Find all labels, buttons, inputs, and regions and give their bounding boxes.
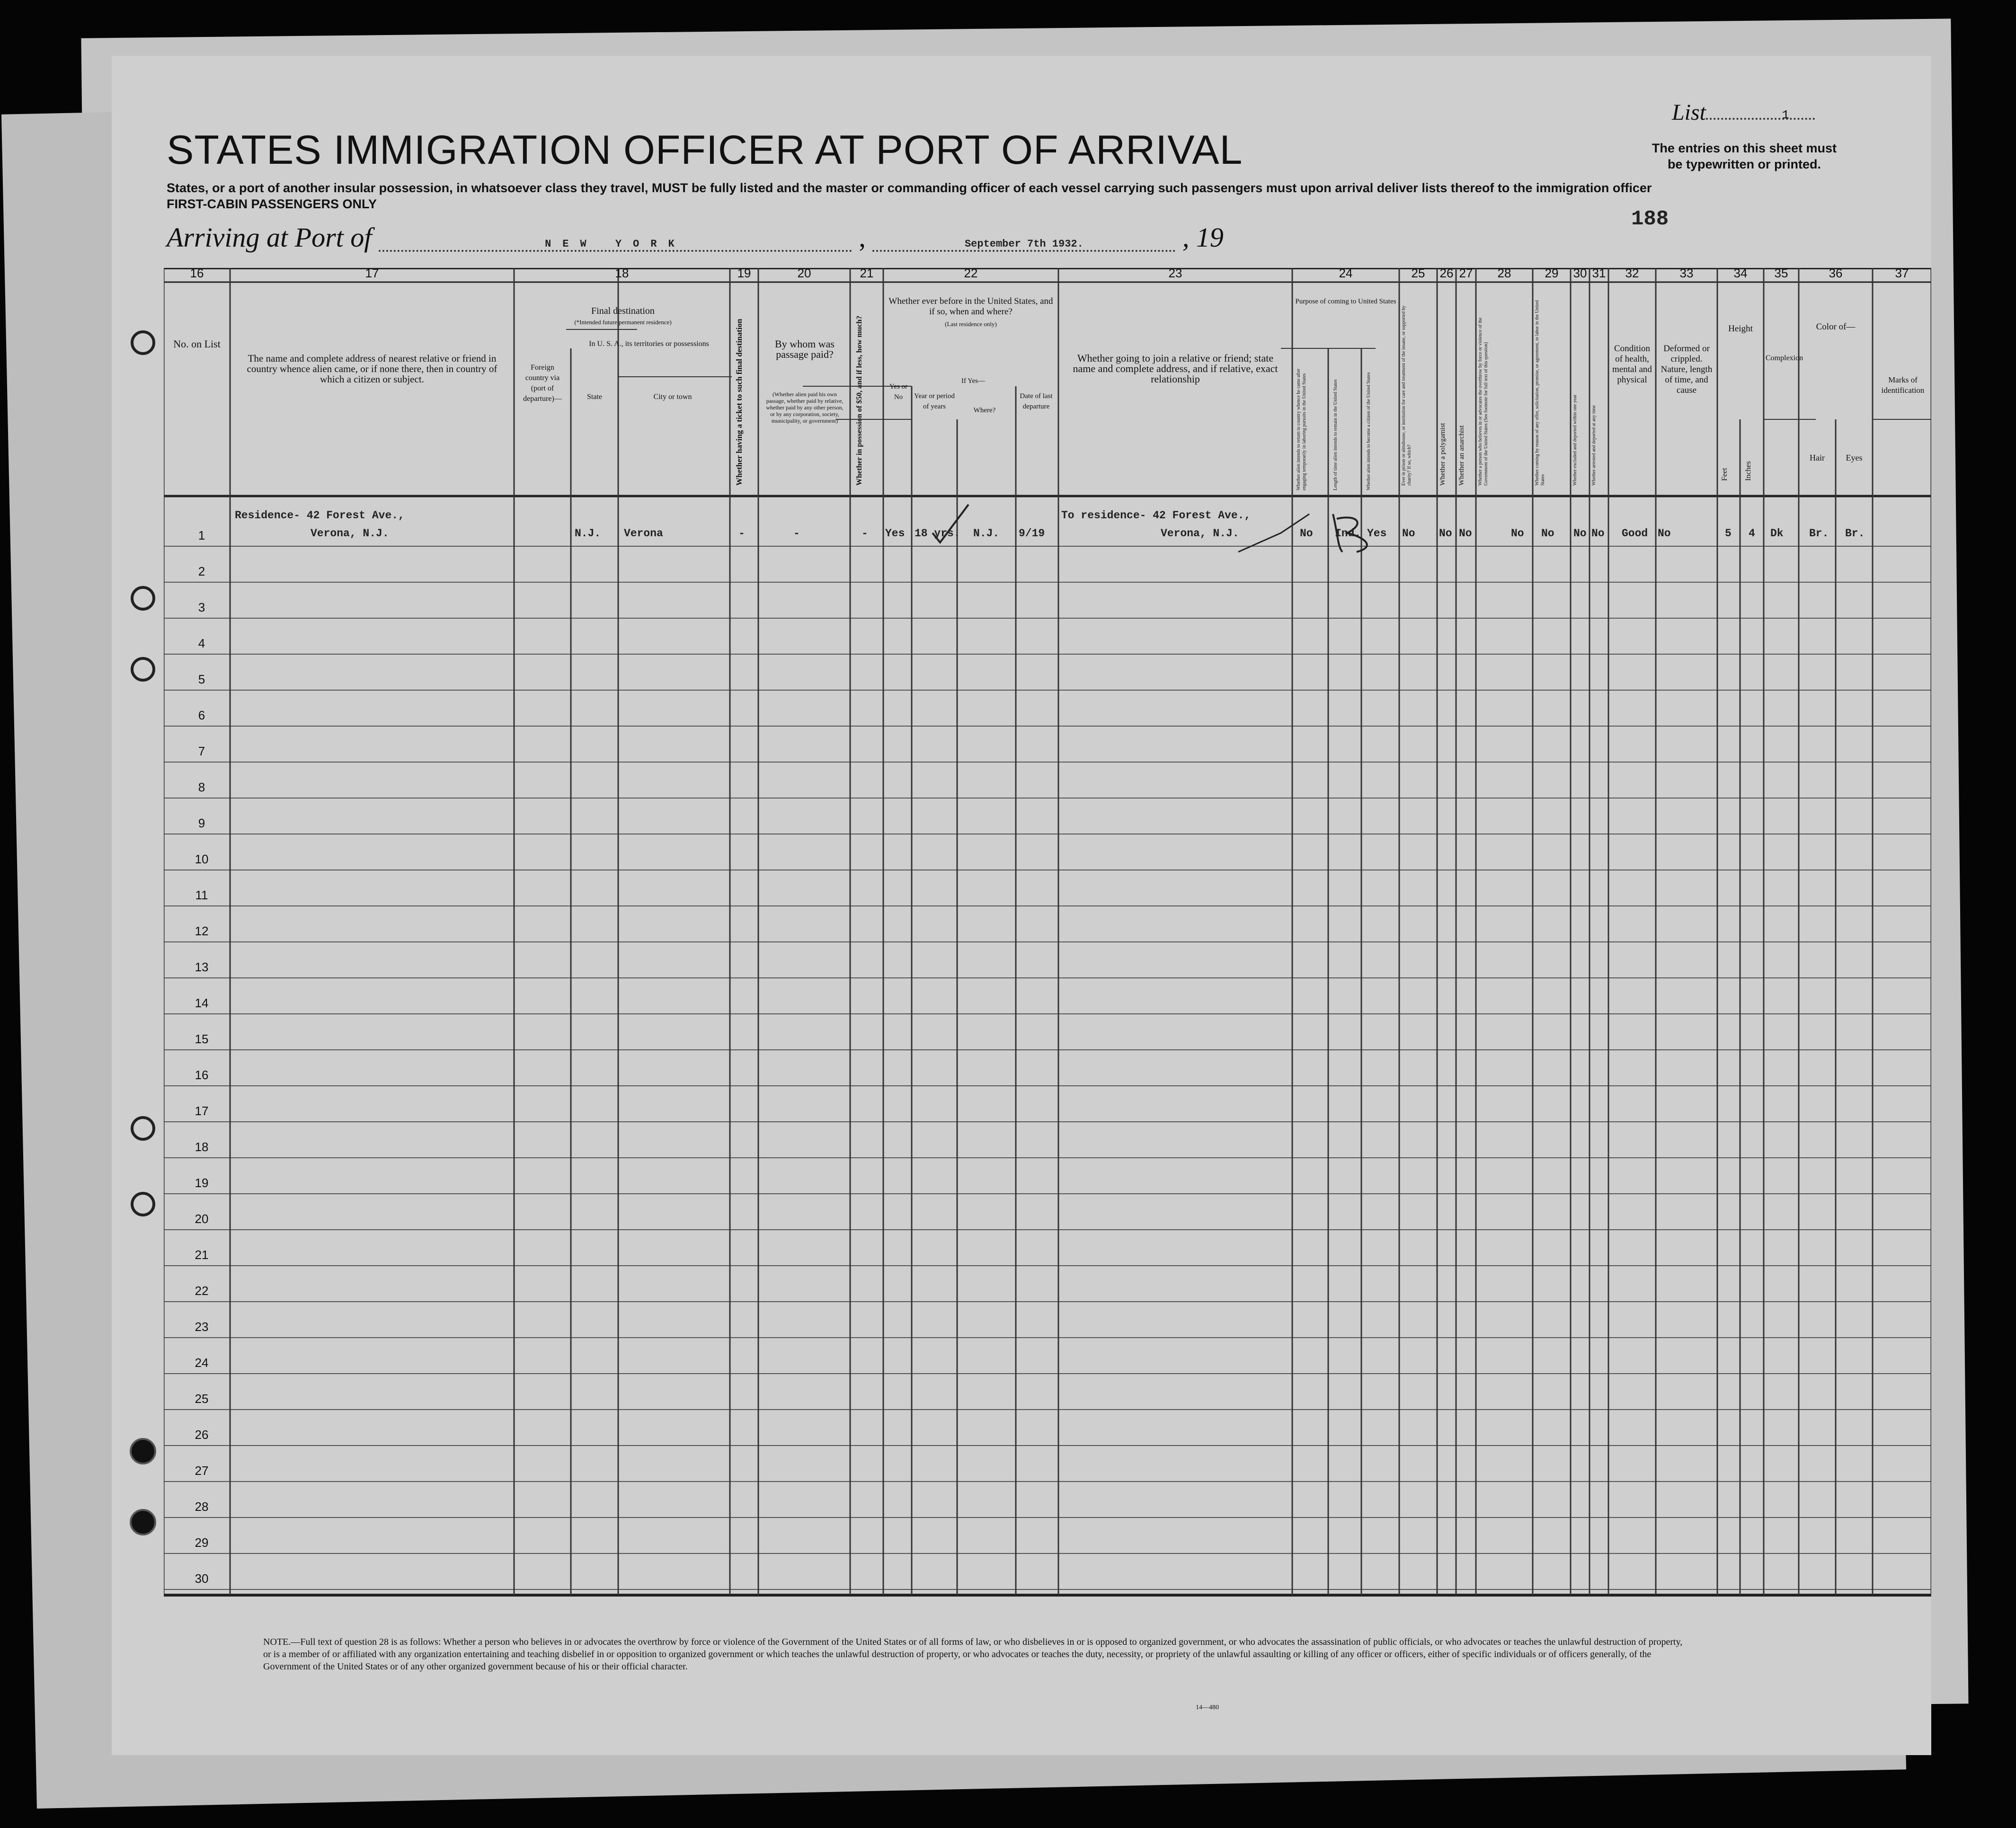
hdr-final-destination: Final destination <box>591 306 655 316</box>
row-number: 25 <box>195 1392 209 1406</box>
row-number: 30 <box>195 1571 209 1586</box>
hdr-deformed: Deformed or crippled. Nature, length of time, and cause <box>1661 344 1713 395</box>
binding-hole <box>131 586 155 611</box>
hdr-feet: Feet <box>1721 468 1729 481</box>
entry-money: - <box>861 527 868 540</box>
binding-hole <box>131 1192 155 1216</box>
handwritten-checkmarks <box>164 268 1931 647</box>
entry-departure: 9/19 <box>1019 527 1045 540</box>
date-value: September 7th 1932. <box>964 238 1083 250</box>
hdr-state: State <box>587 393 602 401</box>
hdr-color-of: Color of— <box>1816 322 1856 332</box>
page-number: 188 <box>1631 207 1669 231</box>
entry-labor: No <box>1541 527 1554 540</box>
hdr-hair: Hair <box>1810 453 1825 462</box>
col-num-17: 17 <box>365 266 379 280</box>
hdr-passage-paid-sub: (Whether alien paid his own passage, whether paid by relative, whether paid by any other person, or by any corporation, society, municipality, or government) <box>766 391 844 424</box>
list-label-text: List <box>1671 100 1706 125</box>
row-number: 3 <box>198 600 205 614</box>
hdr-date-departure: Date of last departure <box>1020 392 1053 410</box>
entry-polygamist: No <box>1439 527 1452 540</box>
entry-anarchist: No <box>1459 527 1472 540</box>
entry-overthrow: No <box>1511 527 1524 540</box>
hdr-yes-no: Yes or No <box>889 383 908 401</box>
entry-city: Verona <box>624 527 663 540</box>
entry-deformed: No <box>1658 527 1671 540</box>
entry-relative-line2: Verona, N.J. <box>311 527 389 540</box>
binding-hole-punched <box>130 1438 156 1464</box>
col-num-35: 35 <box>1774 266 1788 280</box>
row-number: 22 <box>195 1284 209 1298</box>
col-num-32: 32 <box>1625 266 1639 280</box>
list-number: 1 <box>1782 108 1789 122</box>
entry-eyes: Br. <box>1845 527 1865 540</box>
col-num-16: 16 <box>190 266 204 280</box>
hdr-inches: Inches <box>1744 461 1752 481</box>
hdr-health: Condition of health, mental and physical <box>1612 344 1652 385</box>
entry-passage-paid: - <box>793 527 800 540</box>
entry-where: N.J. <box>973 527 1000 540</box>
hdr-join-relative: Whether going to join a relative or friend; state name and complete address, and if relative, exact relationship <box>1073 352 1278 385</box>
entry-prison: No <box>1402 527 1415 540</box>
row-number: 2 <box>198 564 205 578</box>
row-number: 4 <box>198 636 205 650</box>
entry-complexion: Dk <box>1770 527 1784 540</box>
manifest-table <box>164 268 1931 1598</box>
entry-deported: No <box>1591 527 1605 540</box>
hdr-anarchist: Whether an anarchist <box>1458 425 1465 486</box>
hdr-no-on-list: No. on List <box>173 338 221 350</box>
row-number: 20 <box>195 1212 209 1226</box>
col-num-23: 23 <box>1168 266 1182 280</box>
entries-note-line2: be typewritten or printed. <box>1667 157 1821 171</box>
row-number: 12 <box>195 924 209 938</box>
row-number: 28 <box>195 1500 209 1514</box>
entries-note <box>1652 140 1837 172</box>
entries-note-line1: The entries on this sheet must <box>1652 141 1837 155</box>
row-number: 17 <box>195 1104 209 1118</box>
col-num-21: 21 <box>860 266 874 280</box>
manifest-sheet <box>112 56 1931 1755</box>
hdr-labor: Whether coming by reason of any offer, solicitation, promise, or agreement, to labor in the United States <box>1535 300 1545 486</box>
page-title: STATES IMMIGRATION OFFICER AT PORT OF ARRIVAL <box>167 127 1243 173</box>
entry-relative-line1: Residence- 42 Forest Ave., <box>235 509 405 522</box>
hdr-city: City or town <box>653 393 692 401</box>
hdr-foreign-country: Foreign country via (port of departure)— <box>523 364 562 403</box>
binding-hole <box>131 657 155 682</box>
hdr-eyes: Eyes <box>1846 453 1863 462</box>
row-number: 14 <box>195 996 209 1010</box>
hdr-purpose-citizen: Whether alien intends to become a citizen of the United States <box>1366 372 1371 490</box>
col-num-24: 24 <box>1339 266 1353 280</box>
entry-purpose-citizen: Yes <box>1367 527 1387 540</box>
row-number: 11 <box>195 888 208 902</box>
col-num-36: 36 <box>1829 266 1843 280</box>
hdr-excluded: Whether excluded and deported within one year <box>1572 394 1578 486</box>
footnote-text: NOTE.—Full text of question 28 is as follows: Whether a person who believes in or advocates the overthrow by force or violence of the Government of the United States or of all forms of law, or who disbelieves in or is opposed to organized government, or who advocates the assassination of public officials, or who advocates or teaches the unlawful destruction of property, or is a member of or affiliated with any organization entertaining and teaching disbelief in or opposition to organized government or which teaches the unlawful destruction of property, or who advocates or teaches the duty, necessity, or propriety of the unlawful assaulting or killing of any officer or officers, either of specific individuals or of officers generally, of the Government of the United States or of any other organized government because of his or their official character. <box>263 1637 1683 1672</box>
col-num-28: 28 <box>1497 266 1511 280</box>
col-num-27: 27 <box>1459 266 1473 280</box>
entry-purpose-return: No <box>1300 527 1313 540</box>
hdr-purpose: Purpose of coming to United States <box>1295 298 1396 305</box>
entry-purpose-length: Ind. <box>1335 527 1361 540</box>
col-num-26: 26 <box>1439 266 1454 280</box>
hdr-marks: Marks of identification <box>1881 375 1925 395</box>
cabin-class: FIRST-CABIN PASSENGERS ONLY <box>167 197 377 211</box>
col-num-22: 22 <box>964 266 978 280</box>
hdr-deported: Whether arrested and deported at any time <box>1591 405 1597 486</box>
row-number: 23 <box>195 1320 209 1334</box>
col-num-29: 29 <box>1545 266 1559 280</box>
entry-health: Good <box>1622 527 1648 540</box>
entry-years: 18 yrs. <box>915 527 960 540</box>
col-num-34: 34 <box>1733 266 1748 280</box>
hdr-complexion: Complexion <box>1766 354 1803 362</box>
entry-feet: 5 <box>1725 527 1732 540</box>
col-num-25: 25 <box>1411 266 1425 280</box>
col-num-31: 31 <box>1592 266 1606 280</box>
list-label <box>1672 99 1815 125</box>
entry-state: N.J. <box>575 527 601 540</box>
port-value: NEW YORK <box>545 238 686 250</box>
row-number: 19 <box>195 1176 209 1190</box>
hdr-prison: Ever in prison or almshouse, or institution for care and treatment of the insane, or supported by charity? If so, which? <box>1401 305 1412 486</box>
row-number: 27 <box>195 1464 209 1478</box>
binding-hole <box>131 1116 155 1141</box>
col-num-18: 18 <box>615 266 629 280</box>
row-number: 24 <box>195 1356 209 1370</box>
entry-hair: Br. <box>1809 527 1829 540</box>
instructions-line: States, or a port of another insular possession, in whatsoever class they travel, MUST be fully listed and the master or commanding officer of each vessel carrying such passengers must upon arrival deliver lists thereof to the immigration officer <box>167 181 1652 195</box>
row-number: 9 <box>198 816 205 830</box>
hdr-purpose-length: Length of time alien intends to remain in the United States <box>1333 379 1338 490</box>
row-number: 5 <box>198 672 205 686</box>
row-number: 6 <box>198 708 205 722</box>
hdr-relative: The name and complete address of nearest relative or friend in country whence alien came, or if none there, then in country of which a citizen or subject. <box>247 353 497 385</box>
arrival-line: Arriving at Port of NEW YORK , September 7th 1932. , 19 <box>167 222 1224 253</box>
row-number: 18 <box>195 1140 209 1154</box>
hdr-final-destination-note: (*Intended future permanent residence) <box>574 319 672 326</box>
hdr-money: Whether in possession of $50, and if less, how much? <box>855 315 863 486</box>
entry-join-line2: Verona, N.J. <box>1161 527 1239 540</box>
hdr-if-yes: If Yes— <box>961 377 985 385</box>
entry-ticket: - <box>738 527 745 540</box>
entry-ever-before: Yes <box>885 527 905 540</box>
hdr-polygamist: Whether a polygamist <box>1439 423 1447 486</box>
footnote <box>263 1636 1683 1673</box>
hdr-ticket: Whether having a ticket to such final destination <box>735 319 744 486</box>
year-prefix: 19 <box>1196 222 1224 253</box>
row-number: 10 <box>195 852 209 866</box>
entry-excluded: No <box>1573 527 1587 540</box>
col-num-37: 37 <box>1895 266 1909 280</box>
row-number: 29 <box>195 1535 209 1550</box>
hdr-ever-before: Whether ever before in the United States, and if so, when and where? <box>888 296 1053 317</box>
hdr-in-usa: In U. S. A., its territories or possessions <box>589 340 709 348</box>
arriving-label: Arriving at Port of <box>167 222 372 253</box>
row-number: 13 <box>195 960 209 974</box>
row-number: 26 <box>195 1428 209 1442</box>
hdr-year: Year or period of years <box>914 392 955 410</box>
entry-inches: 4 <box>1749 527 1755 540</box>
instructions-text <box>167 180 1681 212</box>
col-num-33: 33 <box>1679 266 1694 280</box>
hdr-last-residence: (Last residence only) <box>945 320 997 328</box>
hdr-overthrow: Whether a person who believes in or advocates the overthrow by force or violence of the Government of the United States (See footnote for full text of this question) <box>1478 317 1489 486</box>
hdr-where: Where? <box>973 407 996 414</box>
row-number: 21 <box>195 1248 209 1262</box>
col-num-19: 19 <box>737 266 751 280</box>
hdr-height: Height <box>1728 324 1753 334</box>
row-number: 8 <box>198 780 205 794</box>
hdr-passage-paid: By whom was passage paid? <box>775 338 835 360</box>
col-num-20: 20 <box>797 266 811 280</box>
binding-hole <box>131 330 155 355</box>
row-number: 16 <box>195 1068 209 1082</box>
row-number: 1 <box>198 528 205 542</box>
entry-join-line1: To residence- 42 Forest Ave., <box>1061 509 1251 522</box>
col-num-30: 30 <box>1573 266 1587 280</box>
form-code: 14—480 <box>1196 1704 1219 1711</box>
row-number: 15 <box>195 1032 209 1046</box>
binding-hole-punched <box>130 1509 156 1535</box>
row-number: 7 <box>198 744 205 758</box>
hdr-purpose-return: Whether alien intends to return to country whence he came after engaging temporarily in laboring pursuits in the United States <box>1296 368 1307 490</box>
